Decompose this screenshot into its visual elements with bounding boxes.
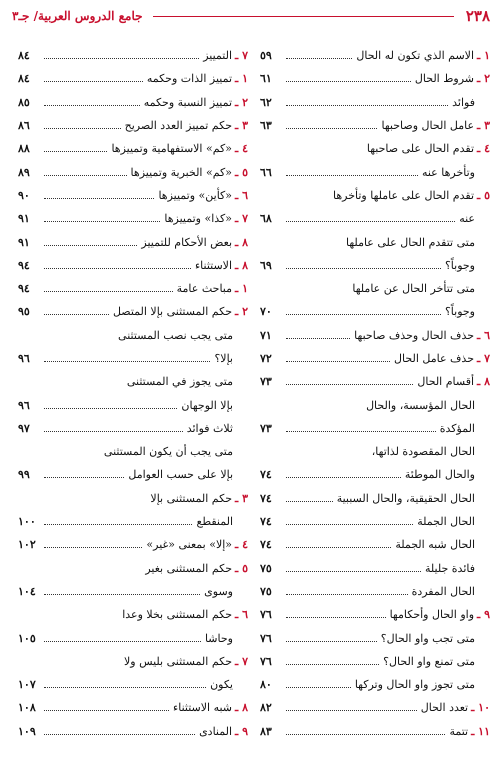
toc-entry-title: متى يجب أن يكون المستثنى	[103, 445, 233, 459]
toc-entry-page: ١٠٩	[18, 724, 36, 738]
dot-leader	[44, 268, 191, 269]
toc-entry-title: تمييز النسبة وحكمه	[143, 95, 233, 109]
dot-leader	[286, 734, 445, 735]
toc-entry[interactable]	[260, 114, 490, 137]
toc-entry-title: وسوى	[204, 584, 233, 598]
toc-entry[interactable]	[260, 417, 490, 440]
toc-entry[interactable]	[260, 137, 490, 160]
toc-entry[interactable]	[260, 603, 490, 626]
toc-entry-title: بإلا؟	[214, 352, 233, 365]
dot-leader	[44, 151, 107, 152]
dot-leader	[44, 687, 206, 688]
toc-entry-number: ٥ ـ	[235, 561, 248, 575]
toc-entry[interactable]	[260, 557, 490, 580]
toc-entry-page: ٩٩	[18, 468, 30, 482]
toc-entry-title: وحاشا	[204, 631, 233, 645]
toc-entry-page: ٩٥	[18, 305, 30, 319]
toc-entry-page: ٧٤	[260, 538, 272, 552]
toc-entry[interactable]	[18, 184, 248, 207]
dot-leader	[44, 58, 199, 59]
toc-entry[interactable]	[18, 487, 248, 510]
toc-entry[interactable]	[260, 393, 490, 416]
toc-entry[interactable]	[260, 300, 490, 323]
dot-leader	[44, 128, 121, 129]
toc-entry-title: بإلا الوجهان	[181, 398, 233, 412]
dot-leader	[286, 641, 377, 642]
toc-entry-page: ٦٩	[260, 258, 272, 272]
toc-entry-number: ٧ ـ	[235, 49, 248, 63]
dot-leader	[286, 571, 421, 572]
toc-entry[interactable]	[260, 277, 490, 300]
toc-entry-title: تمييز الذات وحكمه	[146, 72, 233, 86]
toc-entry[interactable]	[260, 650, 490, 673]
toc-entry-page: ٩٠	[18, 188, 30, 202]
toc-entry[interactable]	[260, 67, 490, 90]
toc-entry-title: شبه الاستثناء	[173, 701, 233, 715]
toc-entry-page: ٦٣	[260, 119, 272, 133]
toc-entry-title: متى تتقدم الحال على عاملها	[346, 235, 475, 249]
toc-entry[interactable]	[18, 370, 248, 393]
toc-entry-title: وجوباً؟	[444, 305, 475, 319]
dot-leader	[44, 314, 109, 315]
toc-entry-number: ٢ ـ	[235, 305, 248, 319]
toc-entry[interactable]	[18, 557, 248, 580]
toc-entry-page: ٧١	[260, 328, 272, 342]
toc-entry-page: ٨٣	[260, 724, 272, 738]
toc-entry-title: متى تتأخر الحال عن عاملها	[352, 282, 475, 296]
toc-entry-title: بإلا على حسب العوامل	[128, 468, 233, 482]
dot-leader	[286, 128, 377, 129]
dot-leader	[286, 58, 352, 59]
toc-entry-page: ٥٩	[260, 49, 272, 63]
toc-entry-page: ٩٤	[18, 282, 30, 296]
toc-entry-page: ٨٥	[18, 95, 30, 109]
toc-entry-number: ١١ ـ	[471, 724, 490, 738]
toc-entry-page: ٧٣	[260, 375, 272, 389]
toc-entry[interactable]	[18, 347, 248, 370]
toc-entry-title: متى تمنع واو الحال؟	[383, 654, 475, 668]
dot-leader	[44, 431, 183, 432]
toc-entry[interactable]	[18, 114, 248, 137]
toc-entry-title: وجوباً؟	[444, 258, 475, 272]
dot-leader	[286, 547, 391, 548]
toc-entry[interactable]	[260, 510, 490, 533]
dot-leader	[44, 221, 160, 222]
dot-leader	[44, 105, 140, 106]
toc-entry-title: «كذا» وتمييزها	[164, 212, 233, 226]
toc-entry[interactable]	[260, 463, 490, 486]
toc-entry-number: ٥ ـ	[477, 188, 490, 202]
toc-entry-title: التمييز	[203, 49, 233, 63]
toc-entry-number: ٧ ـ	[477, 352, 490, 365]
toc-entry[interactable]	[18, 603, 248, 626]
dot-leader	[286, 687, 351, 688]
dot-leader	[286, 664, 379, 665]
toc-entry-page: ٧٣	[260, 421, 272, 435]
toc-entry-page: ٨٤	[18, 49, 30, 63]
toc-entry-page: ٩٤	[18, 258, 30, 272]
toc-entry[interactable]	[18, 393, 248, 416]
dot-leader	[44, 291, 173, 292]
toc-entry-title: «إلا» بمعنى «غير»	[146, 538, 233, 552]
toc-entry[interactable]	[18, 207, 248, 230]
toc-entry-number: ٩ ـ	[235, 724, 248, 738]
toc-entry-title: الحال الجملة	[417, 515, 475, 529]
toc-entry-page: ٧٠	[260, 305, 272, 319]
toc-entry[interactable]	[18, 696, 248, 719]
toc-entry-page: ٩٦	[18, 398, 30, 412]
toc-entry[interactable]	[260, 207, 490, 230]
toc-entry-title: حذف الحال وحذف صاحبها	[354, 328, 475, 342]
toc-entry-title: الحال المؤسسة، والحال	[366, 398, 475, 412]
toc-entry-title: الحال شبه الجملة	[395, 538, 475, 552]
toc-entry-title: المنقطع	[196, 515, 233, 529]
dot-leader	[286, 384, 413, 385]
toc-entry-title: تتمة	[449, 724, 469, 738]
toc-entry-number: ٤ ـ	[235, 142, 248, 156]
toc-entry-title: الحال المقصودة لذاتها،	[371, 445, 475, 459]
toc-entry[interactable]	[260, 254, 490, 277]
dot-leader	[286, 524, 413, 525]
toc-entry[interactable]	[260, 487, 490, 510]
toc-entry[interactable]	[260, 440, 490, 463]
toc-entry-number: ١٠ ـ	[471, 701, 490, 715]
toc-entry-number: ١ ـ	[235, 282, 248, 296]
toc-entry[interactable]	[18, 463, 248, 486]
dot-leader	[44, 245, 137, 246]
toc-entry-title: عامل الحال وصاحبها	[381, 119, 475, 133]
toc-entry[interactable]	[260, 626, 490, 649]
toc-entry[interactable]	[18, 626, 248, 649]
toc-entry-title: الاستثناء	[194, 258, 233, 272]
toc-entry-title: والحال الموطئة	[404, 468, 475, 482]
dot-leader	[286, 175, 418, 176]
dot-leader	[286, 594, 408, 595]
toc-entry-title: «كأين» وتمييزها	[158, 188, 233, 202]
dot-leader	[44, 594, 200, 595]
toc-entry-number: ٣ ـ	[235, 119, 248, 133]
toc-entry-page: ٧٢	[260, 352, 272, 365]
toc-entry-number: ٦ ـ	[235, 188, 248, 202]
toc-entry-title: حذف عامل الحال	[394, 352, 475, 365]
toc-entry[interactable]	[18, 160, 248, 183]
toc-entry-title: فوائد	[452, 95, 475, 109]
toc-entry-page: ١٠٨	[18, 701, 36, 715]
toc-columns	[18, 44, 490, 759]
toc-entry-title: ثلاث فوائد	[186, 421, 233, 435]
toc-entry[interactable]	[18, 440, 248, 463]
toc-entry[interactable]	[18, 580, 248, 603]
toc-entry-page: ٦٨	[260, 212, 272, 226]
toc-entry-title: واو الحال وأحكامها	[389, 608, 475, 622]
toc-entry-title: تعدد الحال	[420, 701, 469, 715]
header-rule	[153, 16, 454, 17]
toc-entry-page: ٩١	[18, 212, 30, 226]
toc-entry-title: متى يجب نصب المستثنى	[118, 328, 233, 342]
toc-entry[interactable]	[260, 720, 490, 743]
toc-entry-title: وتأخرها عنه	[421, 165, 475, 179]
toc-entry[interactable]	[18, 254, 248, 277]
toc-entry-page: ٨٩	[18, 165, 30, 179]
toc-entry[interactable]	[260, 370, 490, 393]
toc-entry-title: بعض الأحكام للتمييز	[141, 235, 233, 249]
toc-entry[interactable]	[260, 230, 490, 253]
toc-entry[interactable]	[260, 91, 490, 114]
toc-entry-number: ٦ ـ	[477, 328, 490, 342]
toc-entry-title: المنادى	[199, 724, 233, 738]
toc-entry-number: ٨ ـ	[235, 701, 248, 715]
toc-entry[interactable]	[260, 324, 490, 347]
toc-entry-title: «كم» الخبرية وتمييزها	[130, 165, 233, 179]
dot-leader	[44, 524, 192, 525]
toc-entry-number: ٦ ـ	[235, 608, 248, 622]
toc-entry-number: ٥ ـ	[235, 165, 248, 179]
toc-entry-page: ١٠٢	[18, 538, 36, 552]
toc-entry[interactable]	[260, 673, 490, 696]
dot-leader	[286, 105, 448, 106]
toc-entry-number: ٨ ـ	[235, 235, 248, 249]
dot-leader	[44, 361, 210, 362]
toc-entry[interactable]	[260, 44, 490, 67]
dot-leader	[286, 617, 386, 618]
toc-entry-title: أقسام الحال	[417, 375, 475, 389]
toc-entry[interactable]	[18, 67, 248, 90]
toc-entry-title: متى تجوز واو الحال وتركها	[354, 678, 475, 692]
toc-entry-number: ١ ـ	[477, 49, 490, 63]
toc-entry[interactable]	[18, 137, 248, 160]
toc-entry-number: ٤ ـ	[235, 538, 248, 552]
toc-entry-number: ٩ ـ	[477, 608, 490, 622]
toc-entry-number: ١ ـ	[235, 72, 248, 86]
toc-entry-title: حكم المستثنى بغير	[145, 561, 233, 575]
toc-entry-page: ٦١	[260, 72, 272, 86]
toc-entry[interactable]	[18, 510, 248, 533]
toc-entry-number: ٨ ـ	[235, 258, 248, 272]
toc-entry-number: ٢ ـ	[235, 95, 248, 109]
toc-entry-number: ٧ ـ	[235, 654, 248, 668]
dot-leader	[44, 710, 169, 711]
toc-entry-title: حكم المستثنى بخلا وعدا	[122, 608, 233, 622]
toc-column-left	[18, 44, 248, 759]
toc-entry-page: ٧٤	[260, 515, 272, 529]
toc-entry-title: شروط الحال	[414, 72, 475, 86]
toc-entry-title: «كم» الاستفهامية وتمييزها	[111, 142, 233, 156]
dot-leader	[286, 314, 441, 315]
toc-entry-title: تقدم الحال على صاحبها	[366, 142, 475, 156]
toc-entry-page: ٩٧	[18, 421, 30, 435]
toc-entry-page: ٧٤	[260, 491, 272, 505]
toc-column-right	[260, 44, 490, 759]
toc-entry[interactable]	[260, 160, 490, 183]
toc-entry-title: مباحث عامة	[176, 282, 233, 296]
page-header	[12, 6, 490, 26]
running-title: جامع الدروس العربية/ جـ٣	[12, 9, 143, 23]
dot-leader	[286, 338, 350, 339]
toc-entry-title: الحال الحقيقية، والحال السببية	[336, 491, 475, 505]
toc-entry-page: ٨٦	[18, 119, 30, 133]
toc-entry-title: حكم المستثنى بإلا المتصل	[112, 305, 233, 319]
toc-entry[interactable]	[18, 300, 248, 323]
toc-entry[interactable]	[18, 230, 248, 253]
page-number: ٢٣٨	[465, 7, 490, 25]
toc-entry[interactable]	[18, 417, 248, 440]
toc-entry[interactable]	[18, 720, 248, 743]
toc-entry-page: ٨٢	[260, 701, 272, 715]
toc-entry-page: ٦٦	[260, 165, 272, 179]
toc-entry-page: ٧٦	[260, 654, 272, 668]
toc-entry-page: ٧٥	[260, 561, 272, 575]
toc-entry-title: متى تجب واو الحال؟	[380, 631, 475, 645]
toc-entry-title: المؤكدة	[439, 421, 475, 435]
toc-entry[interactable]	[18, 673, 248, 696]
dot-leader	[44, 408, 177, 409]
toc-entry-page: ٩٦	[18, 352, 30, 365]
toc-entry-title: الاسم الذي تكون له الحال	[356, 49, 475, 63]
toc-entry-number: ٢ ـ	[477, 72, 490, 86]
toc-entry-page: ٩١	[18, 235, 30, 249]
toc-entry-title: تقدم الحال على عاملها وتأخرها	[332, 188, 475, 202]
toc-entry-number: ٨ ـ	[477, 375, 490, 389]
toc-entry-title: يكون	[210, 678, 233, 692]
toc-entry[interactable]	[18, 91, 248, 114]
dot-leader	[286, 431, 436, 432]
toc-entry[interactable]	[18, 650, 248, 673]
toc-entry[interactable]	[260, 580, 490, 603]
toc-entry-page: ٧٥	[260, 584, 272, 598]
toc-entry[interactable]	[18, 324, 248, 347]
toc-entry-title: الحال المفردة	[411, 584, 475, 598]
dot-leader	[44, 198, 154, 199]
toc-entry-page: ٨٠	[260, 678, 272, 692]
toc-entry-title: حكم تمييز العدد الصريح	[124, 119, 233, 133]
toc-entry-number: ٧ ـ	[235, 212, 248, 226]
toc-entry-title: متى يجوز في المستثنى	[126, 375, 233, 389]
toc-entry[interactable]	[260, 184, 490, 207]
toc-entry-page: ٧٦	[260, 608, 272, 622]
toc-entry-page: ١٠٥	[18, 631, 36, 645]
toc-entry-page: ٧٦	[260, 631, 272, 645]
toc-entry-number: ٤ ـ	[477, 142, 490, 156]
toc-entry-page: ١٠٤	[18, 584, 36, 598]
toc-entry[interactable]	[260, 533, 490, 556]
dot-leader	[44, 641, 201, 642]
dot-leader	[286, 710, 417, 711]
dot-leader	[286, 268, 441, 269]
toc-entry-page: ٦٢	[260, 95, 272, 109]
toc-entry-page: ١٠٠	[18, 515, 36, 529]
toc-entry-title: عنه	[459, 212, 475, 226]
toc-entry-page: ٨٤	[18, 72, 30, 86]
dot-leader	[44, 547, 142, 548]
toc-entry-title: حكم المستثنى بليس ولا	[123, 654, 233, 668]
toc-entry-title: حكم المستثنى بإلا	[150, 491, 233, 505]
toc-entry[interactable]	[18, 533, 248, 556]
toc-entry-title: فائدة جليلة	[424, 561, 475, 575]
dot-leader	[286, 221, 455, 222]
toc-entry-number: ٣ ـ	[477, 119, 490, 133]
dot-leader	[44, 81, 143, 82]
dot-leader	[286, 361, 390, 362]
dot-leader	[44, 734, 195, 735]
dot-leader	[44, 477, 124, 478]
toc-entry[interactable]	[260, 696, 490, 719]
dot-leader	[286, 81, 411, 82]
toc-entry[interactable]	[18, 277, 248, 300]
dot-leader	[286, 501, 333, 502]
dot-leader	[286, 477, 401, 478]
toc-entry-number: ٣ ـ	[235, 491, 248, 505]
toc-entry-page: ٧٤	[260, 468, 272, 482]
dot-leader	[44, 175, 127, 176]
toc-entry-page: ١٠٧	[18, 678, 36, 692]
toc-entry-page: ٨٨	[18, 142, 30, 156]
toc-entry[interactable]	[18, 44, 248, 67]
toc-entry[interactable]	[260, 347, 490, 370]
